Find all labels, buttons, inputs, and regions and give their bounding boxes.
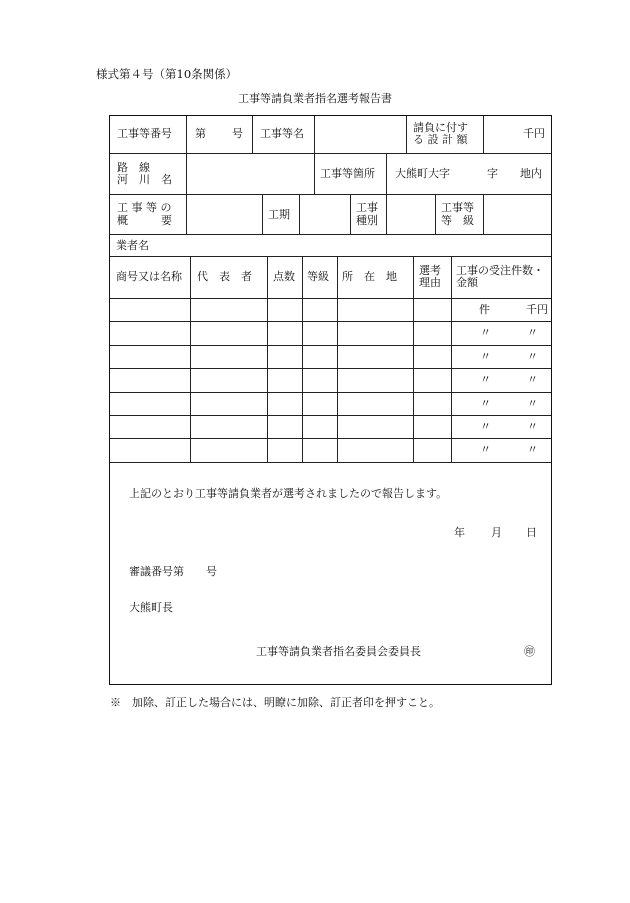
rule [252,116,253,153]
kasho-value: 大熊町大字 [395,167,450,180]
rule [314,153,315,194]
rule [110,368,551,369]
rule [483,116,484,153]
row-amount: 〃 [527,397,538,410]
aza-label: 字 [487,167,498,180]
row-count: 〃 [480,443,491,456]
gaiyo-label-1: 工 事 等 の [117,201,172,214]
col-tensu: 点数 [273,270,295,283]
report-form [109,115,552,685]
row-amount: 〃 [527,443,538,456]
rule [406,116,407,153]
committee-chair: 工事等請負業者指名委員会委員長 [256,645,421,658]
col-juchu-2: 金額 [456,276,478,289]
report-statement: 上記のとおり工事等請負業者が選考されましたので報告します。 [129,487,448,500]
rule [302,256,303,462]
form-number: 様式第４号（第10条関係） [96,67,238,81]
rule [337,256,338,462]
col-daihyosha: 代 表 者 [197,270,252,283]
rule [413,256,414,462]
rule [186,194,187,234]
rosen-label-1: 路 線 [117,161,150,174]
sekkei-label-2: る 設 計 額 [413,133,468,146]
col-shogo: 商号又は名称 [116,270,182,283]
rule [386,194,387,234]
date-year: 年 [454,526,465,539]
toukyu-label-2: 等 級 [441,214,474,227]
row-amount: 〃 [527,326,538,339]
col-riyu-1: 選考 [419,264,441,277]
row-amount: 〃 [527,420,538,433]
vendor-section-label: 業者名 [116,239,149,252]
rule [314,116,315,153]
rule [110,153,551,154]
row-amount: 千円 [526,303,548,316]
row-amount: 〃 [527,350,538,363]
rule [110,256,551,257]
kouji-bango-label: 工事等番号 [117,127,172,140]
rule [110,392,551,393]
rule [483,194,484,234]
sekkei-unit: 千円 [523,127,545,140]
chinai-label: 地内 [520,167,542,180]
kouji-mei-label: 工事等名 [260,127,304,140]
shubetsu-label-2: 種別 [356,214,378,227]
rule [110,298,551,299]
rule [186,153,187,194]
toukyu-label-1: 工事等 [441,201,474,214]
row-count: 〃 [480,350,491,363]
row-count: 〃 [480,420,491,433]
rule [350,194,351,234]
seal-mark: ㊞ [524,645,535,658]
shingi-bango: 審議番号第 号 [129,565,217,578]
rule [110,234,551,235]
rule [451,256,452,462]
row-count: 件 [479,303,490,316]
date-day: 日 [526,526,537,539]
rule [110,462,551,463]
rule [110,438,551,439]
row-amount: 〃 [527,373,538,386]
document-title: 工事等請負業者指名選考報告書 [238,92,392,105]
kouki-label: 工期 [268,208,290,221]
shubetsu-label-1: 工事 [356,201,378,214]
col-tokyu: 等級 [307,270,329,283]
rule [435,194,436,234]
rule [110,415,551,416]
date-month: 月 [491,526,502,539]
col-shozaichi: 所 在 地 [342,270,397,283]
rosen-label-2: 河 川 名 [117,173,172,186]
footnote: ※ 加除、訂正した場合には、明瞭に加除、訂正者印を押すこと。 [110,696,440,709]
rule [110,345,551,346]
rule [267,256,268,462]
rule [299,194,300,234]
dai-label: 第 [195,127,206,140]
col-juchu-1: 工事の受注件数・ [456,264,544,277]
rule [186,116,187,153]
gaiyo-label-2: 概 要 [117,214,172,227]
sekkei-label-1: 請負に付す [413,121,468,134]
rule [190,256,191,462]
rule [386,153,387,194]
addressee: 大熊町長 [129,601,173,614]
rule [110,321,551,322]
col-riyu-2: 理由 [419,276,441,289]
row-count: 〃 [480,326,491,339]
rule [262,194,263,234]
row-count: 〃 [480,373,491,386]
row-count: 〃 [480,397,491,410]
rule [110,194,551,195]
kasho-label: 工事等箇所 [320,167,375,180]
gou-label: 号 [232,127,243,140]
